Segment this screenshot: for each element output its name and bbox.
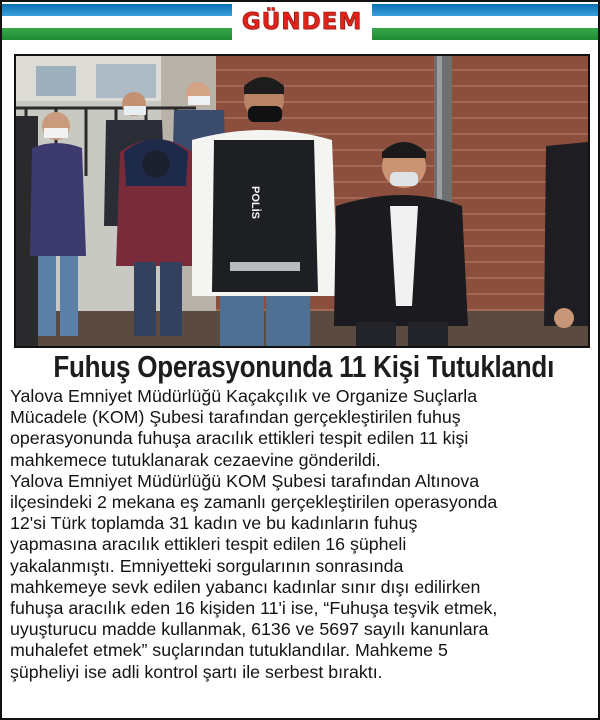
news-photo (14, 54, 590, 348)
article-line: yapmasına aracılık ettikleri tespit edilen 16 şüpheli (10, 534, 407, 555)
article-line: 12'si Türk toplamda 31 kadın ve bu kadınların fuhuş (10, 513, 418, 534)
section-banner (2, 2, 598, 42)
headline: Fuhuş Operasyonunda 11 Kişi Tutuklandı (53, 349, 555, 384)
article-line: uyuşturucu madde kullanmak, 6136 ve 5697 sayılı kanunlara (10, 619, 489, 640)
article-line: yakalanmıştı. Emniyetteki sorgularının sonrasında (10, 555, 404, 576)
article-line: operasyonunda fuhuşa aracılık ettikleri tespit edilen 11 kişi (10, 428, 469, 449)
article-line: Yalova Emniyet Müdürlüğü Kaçakçılık ve Organize Suçlarla (10, 386, 478, 406)
article-line: şüpheliyi ise adli kontrol şartı ile serbest bıraktı. (10, 661, 383, 682)
article-line: muhalefet etmek” suçlarından tutuklandılar. Mahkeme 5 (10, 640, 448, 661)
article-line: fuhuşa aracılık eden 16 kişiden 11'i ise, “Fuhuşa teşvik etmek, (10, 598, 498, 619)
article-line: Yalova Emniyet Müdürlüğü KOM Şubesi tarafından Altınova (10, 470, 480, 491)
article-line: ilçesindeki 2 mekana eş zamanlı gerçekleştirilen operasyonda (10, 492, 498, 513)
article-line: mahkemeye sevk edilen yabancı kadınlar sınır dışı edilirken (10, 576, 481, 597)
article-body (10, 386, 594, 683)
vest-label: POLİS (249, 186, 261, 220)
article-line: Mücadele (KOM) Şubesi tarafından gerçekleştirilen fuhuş (10, 407, 461, 428)
section-title: GÜNDEM (232, 4, 372, 40)
article-line: mahkemece tutuklanarak cezaevine gönderildi. (10, 449, 381, 470)
